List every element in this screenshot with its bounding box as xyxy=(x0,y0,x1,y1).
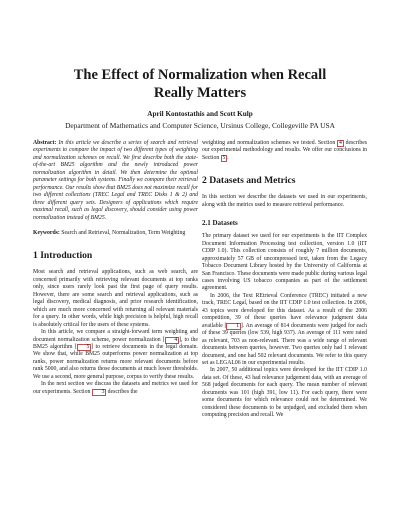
intro-cont-text-c: . xyxy=(227,154,229,161)
keywords-heading: Keywords: xyxy=(33,229,60,236)
paper-title xyxy=(0,66,400,102)
section-link[interactable]: 4 xyxy=(338,140,342,146)
intro-cont-text-b: describes our experimental methodology and results. We offer our conclusions in Section xyxy=(202,140,367,161)
intro-cont-text-a: weighting and normalization schemes we tested. Section xyxy=(202,140,338,146)
affiliation: Department of Mathematics and Computer Science, Ursinus College, Collegeville PA USA xyxy=(65,121,335,130)
citation-link[interactable]: 5 xyxy=(77,344,91,351)
datasets-p2-text-a: In 2006, the Text REtrieval Conference (TREC) initiated a new track, TREC Legal, based on the IIT CDIP 1.0 test collection. In 2006, 43 topics were developed for this dataset. As a result of the 2006 competition, 39 of these queries have relevance judgment data available [ xyxy=(202,292,367,329)
datasets-paragraph-2 xyxy=(202,293,367,368)
intro-p2-text-a: In this article, we compare a straight-forward term weighting and document normalization scheme, power normalization [ xyxy=(33,329,198,343)
datasets-paragraph-1: The primary dataset we used for our experiments is the IIT Complex Document Information Processing test collection, version 1.0 (IIT CDIP 1.0). This collection consists of roughly 7 million documents, approximately 57 GB of uncompressed text, taken from the Legacy Tobacco Document Library hosted by the University of California at San Francisco. These documents were made public during various legal cases involving US tobacco companies as part of the settlement agreement. xyxy=(202,233,368,292)
intro-p2-text-b: ], to the BM25 algorithm [ xyxy=(33,336,198,350)
datasets-p2-text-b: ]. An average of 814 documents were judged for each of these 39 queries (low 539, high 937). An average of 111 were rated as relevant, 703 as non-relevant. There was a wide range of relevant documents between queries, however. Two queries only had 1 relevant document, and one had 502 relevant documents. We refer to this query set as LEGAL06 in our experimental results. xyxy=(202,322,367,366)
right-column xyxy=(202,140,367,420)
citation-link[interactable]: 4 xyxy=(165,337,179,344)
citation-link[interactable]: 1 xyxy=(226,323,240,330)
authors: April Kontostathis and Scott Kulp xyxy=(147,110,253,118)
section-heading-datasets: 2 Datasets and Metrics xyxy=(202,175,296,187)
left-column xyxy=(33,140,198,396)
abstract-text: In this article we describe a series of search and retrieval experiments to compare the impact of two different types of weighting and normalization schemes on recall. We first describe both the state-of-the-art BM25 algorithm and the newly introduced power normalization algorithm in detail. We then determine the optimal parameter settings for both systems. Finally we compare their retrieval performance. Our results show that BM25 does not maximize recall for two different collections (TREC Legal and TREC Disks 1 & 2) and three different query sets. Designers of applications which require maximal recall, such as legal discovery, should consider using power normalization instead of BM25. xyxy=(33,140,198,221)
intro-p2-text-c: ] to retrieve documents in the legal domain. We show that, while BM25 outperforms power normalization at top ranks, power normalization returns more relevant documents before rank 5000, and also returns those documents at much lower thresholds. We use a second, more general purpose, corpus to verify these results. xyxy=(33,343,198,380)
intro-paragraph-1: Most search and retrieval applications, such as web search, are concerned primarily with retrieving relevant documents at top ranks only, since users rarely look past the first page of query results. However, there are some search and retrieval applications, such as legal discovery, medical diagnosis, and prior research identification, which are much more concerned with returning all relevant materials for a query. In other words, while high precision is helpful, high recall is absolutely critical for the users of these systems. xyxy=(33,269,198,328)
intro-p3-text-a: In the next section we discuss the datasets and metrics we used for our experiments. Section xyxy=(33,381,198,395)
intro-p3-text-b: describes the xyxy=(106,388,138,395)
keywords xyxy=(33,230,198,237)
title-line-1: The Effect of Normalization when Recall xyxy=(73,67,327,83)
abstract xyxy=(33,140,198,222)
title-line-2: Really Matters xyxy=(153,85,247,101)
section-link[interactable]: 3 xyxy=(92,389,106,396)
intro-continued xyxy=(202,140,367,162)
subsection-heading-datasets: 2.1 Datasets xyxy=(202,219,238,228)
keywords-text: Search and Retrieval, Normalization, Term Weighting xyxy=(61,229,186,236)
datasets-paragraph-3: In 2007, 50 additional topics were developed for the IIT CDIP 1.0 data set. Of these, 43 had relevance judgement data, with an average of 568 judged documents for each query. The mean number of relevant documents was 101 (high 391, low 11). For each query, there were some documents for which relevance could not be determined. We considered these documents to be unjudged, and excluded them when computing precision and recall. We xyxy=(202,367,367,419)
datasets-intro: In this section we describe the datasets we used in our experiments, along with the metrics used to measure retrieval performance. xyxy=(202,194,367,208)
abstract-heading: Abstract: xyxy=(33,140,57,146)
intro-paragraph-2 xyxy=(33,329,198,381)
section-link[interactable]: 5 xyxy=(222,154,226,161)
intro-paragraph-3 xyxy=(33,381,198,396)
section-heading-introduction: 1 Introduction xyxy=(33,250,93,262)
